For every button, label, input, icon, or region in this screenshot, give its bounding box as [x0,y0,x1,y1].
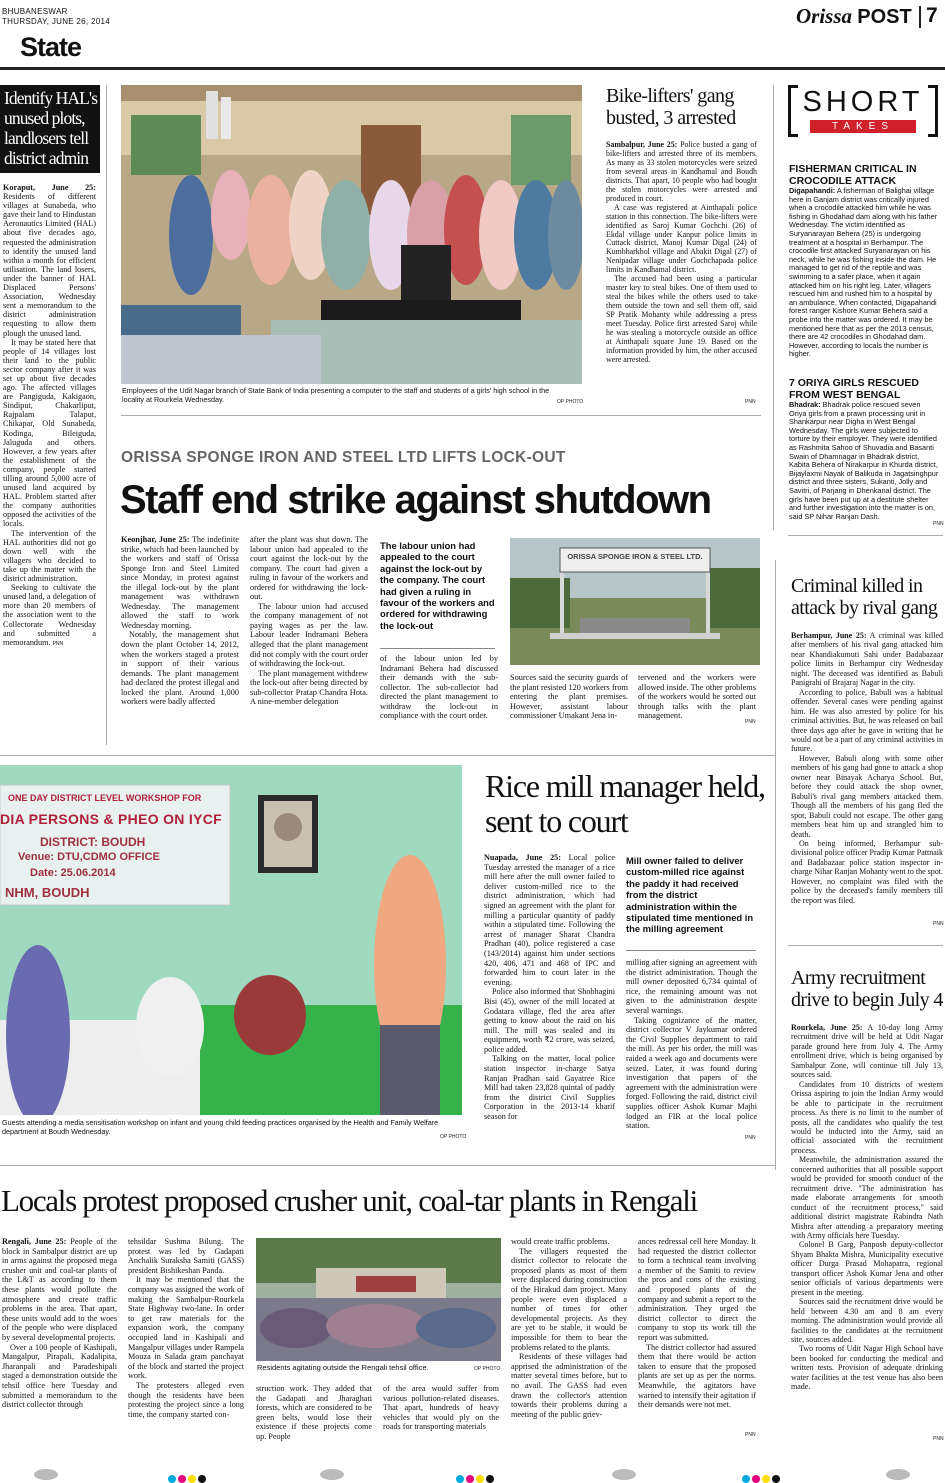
yellow-dot-icon [188,1475,196,1483]
workshop-credit: OP PHOTO [440,1134,467,1140]
magenta-dot-icon [752,1475,760,1483]
rengali-text-6: ances redressal cell here Monday. It had requested the district collector to form a technical team involving a member of the Samiti to review the pros and cons of the existing and proposed plants of the company and submit a report to the administration. They urged the district collector to direct the company to stop its work till the report was submitted. [638,1237,756,1342]
rice-headline: Rice mill manager held, sent to court [485,768,765,839]
rengali-text-1: People of the block in Sambalpur district are up in arms against the proposed mega crusher unit and coal-tar plants of the L&T as according to them these plants would pollute the atmosphere and create traffic problems in the area. That apart, these units would add to the woes of the people who were displaced by several developmental projects. [2,1237,117,1342]
bike-body [606,141,757,406]
strike-pullquote: The labour union had appealed to the court against the lock-out by the company. The court had given a ruling in favour of the workers and ordered for withdrawing the lock-out [380,540,495,631]
rice-dateline: Nuapada, June 25: [484,853,561,862]
rengali-col-3 [256,1384,372,1442]
criminal-para-4: On being informed, Berhampur sub-divisional police officer Pradip Kumar Pattnaik and Badabazaar police station inspector in-charge Nihar Ranjan Mohanty went to the spot. However, no complaint was filed with the police by the deceased's family members till the report was filed. [791,838,943,905]
rengali-col-2 [128,1237,244,1442]
strike-kicker: ORISSA SPONGE IRON AND STEEL LTD LIFTS LOCK-OUT [121,449,566,466]
bike-para-3: The accused had been using a particular master key to steal bikes. One of them used to steal the bikes while the others used to take them outside the town and sell them off, said SP Pratik Mohanty while addressing a press meet Tuesday. Police first arrested Saroj while he was stealing a motorcycle outside an office at Ainthapali square June 19. Based on the information provided by him, the other accused were arrested. [606,274,757,364]
criminal-para-1: A criminal was killed after members of his rival gang attacked him near Khandiakumuti Sahi under Badabazaar police limits in Berhampur city Wednesday night. The deceased was identified as Babuli Panigrahi of Brajaraj Nagar in the city. [791,631,943,688]
rengali-text-1b: Over a 100 people of Kashipali, Mangalpur, Pirapali, Kadalipita, Jharanpali and Paradeshipali staged a demonstration outside the tehsil office here Tuesday and submitted a memorandum to the district collector through [2,1342,117,1410]
army-para-1: A 10-day long Army recruitment drive will be held at Udit Nagar parade ground here from July 4. The Army enrollment drive, which is being organised by Sambalpur Zone, will continue till July 13, sources said. [791,1023,943,1080]
short-take-2-body [789,401,939,521]
rengali-col-6 [638,1237,756,1442]
short-takes-bracket-left [788,85,798,137]
steel-gate-sign: ORISSA SPONGE IRON & STEEL LTD. [567,552,703,561]
bike-right-rule [773,85,774,530]
rice-text-1b: Police also informed that Shobhagini Bisi (45), owner of the mill located at Godatara village, fled the area after getting to know about the raid on his mill. The mill was sealed and its equipment, worth ₹2 crore, was seized, police added. [484,987,615,1054]
short-take-1-dateline: Digapahandi: [789,186,836,195]
banner-line-6: NHM, BOUDH [5,885,90,900]
masthead-rule [0,67,945,70]
short-take-2-dateline: Bhadrak: [789,400,821,409]
strike-text-5: tervened and the workers were allowed inside. The other problems of the workers would be sorted out through talks with the plant management. [638,673,756,721]
hal-body [3,183,96,743]
army-dateline: Rourkela, June 25: [791,1023,863,1032]
short-take-1-body [789,187,939,359]
magenta-dot-icon [466,1475,474,1483]
army-body [791,1023,943,1443]
strike-text-4: Sources said the security guards of the plant resisted 120 workers from entering the plant premises. However, assistant labour commissioner Umakant Jena in- [510,673,628,721]
registration-marks [0,1466,945,1483]
army-para-6: Two rooms of Udit Nagar High School have been booked for conducting the medical and written tests. Provision of adequate drinking water facilities at the test venue has also been made. [791,1344,943,1392]
reg-target-icon [320,1469,344,1480]
hal-headline: Identify HAL's unused plots, landlosers tell district admin [4,88,98,168]
rengali-photo [256,1238,501,1361]
rice-text-2: milling after signing an agreement with the district administration. Though the mill owner deposited 6,734 quintal of rice, the remaining amount was not given to the administration despite several warnings. [626,958,757,1015]
rengali-text-5b: The villagers requested the district collector to relocate the proposed plants as most of them were displaced during construction of the Hirakud dam project. Many people were even displaced a number of times for other developmental projects. As they are yet to be stable, it would be impossible for them to bear the problems related to the plants. [511,1246,627,1352]
rengali-text-5c: Residents of these villages had apprised the administration of the matter several times before, but to no avail. The GASS had even drawn the collector's attention towards their problems during a meeting of the public griev- [511,1352,627,1419]
strike-text-2b: The labour union had accused the company management of not paying wages as per the law. Labour leader Indramani Behera alleged that the plant management did not comply with the court order of withdrawing the lock-out. [250,601,368,669]
color-bar-1 [168,1470,208,1483]
hal-para-4: Seeking to cultivate the unused land, a delegation of more than 20 members of the association went to the Collectorate Wednesday and submitted a memorandum. [3,583,96,647]
paper-name [796,4,912,29]
bike-headline: Bike-lifters' gang busted, 3 arrested [606,85,736,129]
color-bar-3 [742,1470,782,1483]
rice-pull-rule [626,950,756,951]
strike-top-rule [121,415,761,416]
right-column-rule [775,560,776,1170]
criminal-para-3: However, Babuli along with some other members of his gang had gone to attack a shop owner near Binayak Acharya School. But, before they could attack the shop owner, Babuli's rival gang members attacked them. Though all the members of his gang fled the spot, Babuli could not escape. The other gang members beat him up and strangled him to death. [791,753,943,839]
bike-credit: PNN [745,399,756,405]
army-para-3: Meanwhile, the administration assured the concerned authorities that all possible support would be provided for smooth conduct of the recruitment drive. "The administration has made elaborate arrangements for smooth conduct of the recruitment process," said additional district magistrate Rabindra Nath Mishra after attending a preparatory meeting with Army officials here Tuesday. [791,1155,943,1240]
criminal-bottom-rule [788,945,943,946]
short-takes-bottom-rule [788,535,943,536]
page-number: 7 [926,4,938,27]
army-credit: PNN [933,1436,944,1442]
hal-para-2: It may be stated here that people of 14 villages lost their land to the public sector company after it was set up about five decades ago. The affected villages are Pangiguda, Kakigaon, Sindiput, Chakarliput, Rajpalam Talaput, Chikapar, Old Sunabeda, Kodinga, Bileiguda, Jaluguda and others. However, a few years after the establishment of the company, people started tilling around 5,000 acre of unused land acquired by HAL. Problem started after the company authorities opposed the activities of the locals. [3,337,96,529]
criminal-credit: PNN [933,921,944,927]
strike-col-5 [638,673,756,730]
rengali-dateline: Rengali, June 25: [2,1237,67,1246]
rengali-credit: PNN [745,1432,756,1438]
rengali-photo-credit: OP PHOTO [474,1366,501,1372]
short-takes-bracket-right [928,85,938,137]
cyan-dot-icon [742,1475,750,1483]
criminal-body [791,631,943,931]
rice-text-2b: Taking cognizance of the matter, district collector V Jaykumar ordered the Civil Supplies department to raid the mill. As per his order, the mill was raided a week ago and documents were seized. Later, it was found during investigation that papers of the agreement with the administration were forged. Following the raid, district civil supplies officer Ashok Kumar Majhi lodged an FIR at the local police station. [626,1015,757,1131]
hal-credit: PNN [52,640,64,647]
sbi-caption: Employees of the Udit Nagar branch of State Bank of India presenting a computer to the staff and students of a girls' high school in the locality at Rourkela Wednesday. [122,386,550,404]
bike-para-1: Police busted a gang of bike-lifters and arrested three of its members. As many as 33 stolen motorcycles were seized from several areas in Kandhamal and Boudh districts. That apart, 10 people who had bought the stolen motorcycles were arrested and produced in court. [606,141,757,203]
strike-text-2: after the plant was shut down. The labour union had appealed to the court against the lock-out by the company. The court had given a ruling in favour of the workers and ordered for withdrawing the lock-out. [250,535,368,602]
black-dot-icon [198,1475,206,1483]
rengali-photo-image [256,1238,501,1361]
strike-text-2c: The plant management withdrew the lock-out after being directed by sub-collector Pratap Chandra Hota. A nine-member delegation [250,668,368,707]
masthead-divider [919,6,921,28]
strike-col-1 [121,535,239,730]
hal-dateline: Koraput, June 25: [3,183,96,192]
cyan-dot-icon [456,1475,464,1483]
workshop-caption: Guests attending a media sensitisation workshop on infant and young child feeding practices organised by the Health and Family Welfare department at Boudh Wednesday. [2,1118,439,1136]
short-takes-sub: TAKES [810,120,916,133]
reg-target-icon [34,1469,58,1480]
banner-line-2: DIA PERSONS & PHEO ON IYCF [0,811,222,827]
rengali-photo-caption: Residents agitating outside the Rengali tehsil office. [257,1363,429,1372]
rengali-col-4 [383,1384,499,1442]
bike-dateline: Sambalpur, June 25: [606,141,678,149]
color-bar-2 [456,1470,496,1483]
steel-gate-photo [510,538,760,665]
rengali-text-2b: It may be mentioned that the company was assigned the work of making the Sambalpur-Rourkela State Highway two-lane. In order to get raw materials for the expansion work, the company occupied land in Kashipali and Mangalpur villages under Rampela Mouza in Salada gram panchayat of the block and started the project work. [128,1275,244,1381]
masthead-city: BHUBANESWAR [2,7,68,16]
rice-text-1: Local police Tuesday arrested the manager of a rice mill here after the mill owner failed to deliver custom-milled rice to the district administration, which had signed an agreement with the plant for milling a particular quantity of paddy within a stipulated time. Following the arrest of manager Sharat Chandra Pradhan (40), police registered a case (143/2014) against him under sections 420, 406, 471 and 468 of IPC and forwarded him to court later in the evening. [484,853,615,987]
strike-pull-rule [380,648,495,649]
short-take-1-text: A fisherman of Balighai village here in Ganjam district was critically injured when a crocodile attacked him while he was fishing in Ghodahad dam along with his father Wednesday. The victim identified as Suryanarayan Behera (25) is undergoing treatment at a hospital in Berhampur. The crocodile first attacked Suryanarayan on his neck, while he was fishing inside the dam. He managed to get rid of the reptile and was swimming to a safer place, when it again attacked him on his right leg. Later, villagers rescued him and rushed him to a hospital by an ambulance. When contacted, Digapahandi forest ranger Kishore Kumar Behera said a probe into the matter was ordered. It may be mentioned here that as per the 2013 census, there are 42 crocodiles in Ghodahad dam. However, according to locals the number is higher. [789,186,938,359]
workshop-banner [0,785,230,905]
strike-text-1: The indefinite strike, which had been launched by the workers and staff of Orissa Sponge Iron and Steel Limited since Monday, in protest against the illegal lock-out by the plant management was withdrawn Wednesday. The management allowed the staff to work Wednesday morning. [121,535,239,630]
black-dot-icon [772,1475,780,1483]
rice-text-1c: Talking on the matter, local police station inspector in-charge Satya Ranjan Pradhan said Gayatree Rice Mill had taken 23,828 quintal of paddy from the district Civil Supplies Corporation in the 2013-14 kharif season for [484,1054,615,1122]
criminal-headline: Criminal killed in attack by rival gang [791,575,938,619]
masthead-date: THURSDAY, JUNE 26, 2014 [2,17,110,26]
short-take-1 [789,164,939,359]
strike-dateline: Keonjhar, June 25: [121,535,190,544]
strike-text-1b: Notably, the management shut down the plant October 14, 2012, when the workers staged a protest in support of their various demands. The plant management had declared the protest illegal and locked the plant. Around 1,000 workers were badly affected [121,630,239,707]
army-headline: Army recruitment drive to begin July 4 [791,967,943,1011]
rice-col-2 [626,958,757,1146]
workshop-photo [0,765,462,1115]
criminal-para-2: According to police, Babuli was a habitual offender. Several cases were pending against him. He was also arrested by police for his criminal activities. But, he was released on bail three days ago after he gave in writing that he would not be a part of any criminal activities in future. [791,687,943,754]
reg-target-icon [612,1469,636,1480]
rice-pullquote: Mill owner failed to deliver custom-milled rice against the paddy it had received from the district administration within the stipulated time mentioned in the milling agreement [626,855,754,935]
rengali-headline: Locals protest proposed crusher unit, coal-tar plants in Rengali [1,1183,697,1218]
bike-para-2: A case was registered at Ainthapali police station in this connection. The bike-lifters were identified as Saroj Kumar Gochchi (26) of Ekdal village under Kanpur police limits in Cuttack district, Manoj Kumar Digal (24) of Kumbharkhol village and Abakit Digal (27) of Nenipadar village under Gochchapada police limits in Kandhamal district. [606,202,757,275]
short-take-1-headline: FISHERMAN CRITICAL IN CROCODILE ATTACK [789,163,917,187]
banner-line-3: DISTRICT: BOUDH [40,835,146,849]
mid-rule [0,755,775,756]
rice-credit: PNN [745,1135,756,1141]
rengali-text-4: of the area would suffer from various pollution-related diseases. That apart, hundreds of heavy vehicles that would ply on the roads for transporting materials [383,1384,499,1432]
short-take-2-headline: 7 ORIYA GIRLS RESCUED FROM WEST BENGAL [789,377,919,401]
short-take-2 [789,378,939,521]
yellow-dot-icon [762,1475,770,1483]
army-para-5: Sources said the recruitment drive would be held between 4.30 am and 8 am every morning. The administration would provide all facilities to the candidates at the recruitment site, sources added. [791,1297,943,1344]
rengali-top-rule [0,1165,775,1166]
yellow-dot-icon [476,1475,484,1483]
banner-line-4: Venue: DTU,CDMO OFFICE [18,851,160,863]
short-takes-word: SHORT [802,86,924,118]
criminal-dateline: Berhampur, June 25: [791,631,867,640]
hal-para-3: The intervention of the HAL authorities did not go down well with the villagers who decided to take up the matter with the district administration. [3,528,96,584]
hal-para-1: Residents of different villages at Sunabeda, who gave their land to Hindustan Aeronautics Limited (HAL) about five decades ago, requested the administration to identify the unused land within a month for efficient utilisation. The land losers, under the banner of HAL Displaced Persons' Association, Wednesday sent a memorandum to the district administration requesting to allow them plough the unused land. [3,192,96,338]
rengali-col-1 [2,1237,117,1442]
black-dot-icon [486,1475,494,1483]
rengali-text-3: struction work. They added that the Gadapati and Jharaghati forests, which are considered to be green belts, would lose their existence if these projects come up. People [256,1384,372,1441]
strike-col-3 [380,654,498,730]
paper-name-post: POST [857,6,912,28]
sbi-credit: OP PHOTO [557,399,584,405]
rengali-text-6b: The district collector had assured them that there would be action taken to ensure that the proposed plants are set up as per the norms. Meanwhile, the agitators have warned to intensify their agitation if their demands were not met. [638,1342,756,1410]
rengali-col-5 [511,1237,627,1442]
rengali-text-2: tehsildar Sushma Bilung. The protest was led by Gadapati Anchalik Suraksha Samiti (GASS) president Bishikeshan Panda. [128,1237,244,1275]
magenta-dot-icon [178,1475,186,1483]
sbi-photo [121,85,582,384]
strike-headline: Staff end strike against shutdown [120,478,711,522]
banner-line-1: ONE DAY DISTRICT LEVEL WORKSHOP FOR [8,793,202,803]
strike-col-2 [250,535,368,730]
banner-line-5: Date: 25.06.2014 [30,867,116,879]
short-takes-logo [788,85,938,139]
section-title: State [20,32,82,62]
army-para-2: Candidates from 10 districts of western Orissa aspiring to join the Indian Army would be able to participate in the recruitment process. As there is no limit to the number of posts, all the candidates who qualify the test would be inducted into the Army, said an official associated with the recruitment process. [791,1079,943,1155]
rengali-text-5: would create traffic problems. [511,1237,610,1246]
reg-target-icon [886,1469,910,1480]
rice-col-1 [484,853,615,1145]
strike-text-3: of the labour union led by Indramani Behera had discussed their demands with the sub-collector. The sub-collector had directed the plant management to withdraw the lock-out in compliance with the court order. [380,654,498,721]
army-para-4: Colonel B Garg, Panposh deputy-collector Shyam Bhakta Mishra, Municipality executive officer Durga Prasad Mohapatra, regional transport officer Ashok Kumar Jena and other senior officials of various departments were present in the meeting. [791,1240,943,1297]
short-take-2-text: Bhadrak police rescued seven Oriya girls from a prawn processing unit in Shankarpur near Digha in West Bengal Wednesday. The girls were subjected to torture by their employer. They were identified as Rashmita Sahoo of Shuvadia and Basanti Swain of Dhamnagar in Bhadrak district, Kabita Behera of Nirakarpur in Khurda district, Bijaylaxmi Nayak of Balikuda in Jagatsinghpur district and three sisters, Sukanti, Jolly and Savitri, of Parjang in Dhenkanal district. The girls have been put up at a destitute shelter and further investigation into the matter is on, said SP Nihar Ranjan Dash. [789,400,939,521]
short-take-2-credit: PNN [933,521,944,527]
strike-credit: PNN [745,719,756,725]
paper-name-orissa: Orissa [796,4,853,28]
strike-col-4 [510,673,628,730]
cyan-dot-icon [168,1475,176,1483]
sbi-photo-image [121,85,582,384]
hal-column-rule [106,85,107,745]
rengali-text-2c: The protesters alleged even though the residents have been protesting the project since a long time, the company started con- [128,1380,244,1419]
